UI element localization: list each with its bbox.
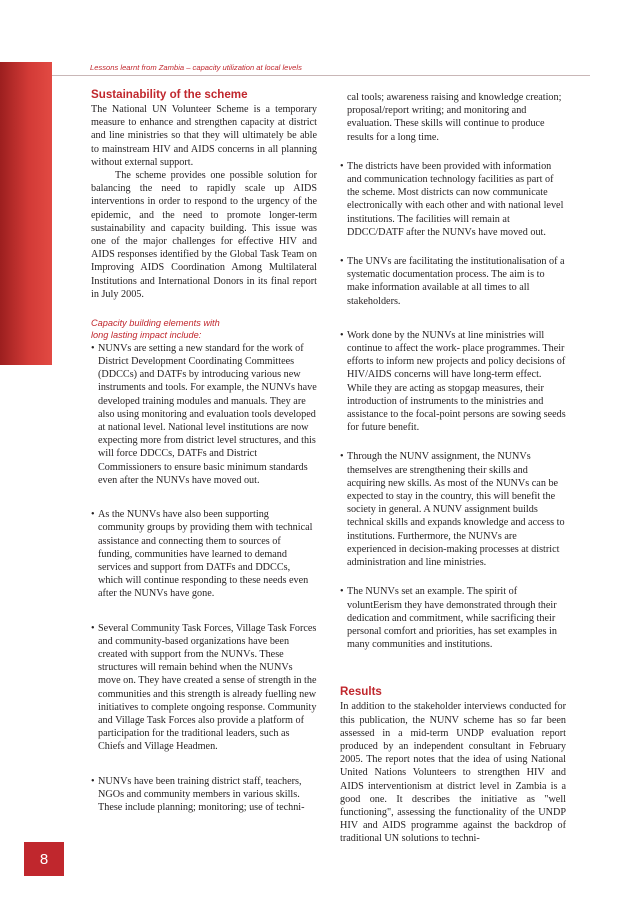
- paragraph: In addition to the stakeholder interviews conducted for this publication, the NUNV scheme has so far been assessed in a mid-term UNDP evaluation report produced by an independent consultant in February 2005. The report notes that the idea of using National United Nations Volunteers to strengthen HIV and AIDS interventionism at district level in Zambia is a good one. It describes the initiative as "well functioning", assessing the functionality of the UNDP HIV and AIDS programme against the backdrop of traditional UN solutions to techni-: [340, 701, 566, 845]
- bullet-marker: •: [91, 775, 95, 787]
- subheading-capacity-line1: Capacity building elements with: [91, 318, 220, 329]
- subheading-capacity-line2: long lasting impact include:: [91, 330, 202, 341]
- bullet-marker: •: [340, 451, 344, 463]
- list-item-text: NUNVs are setting a new standard for the work of District Development Coordinating Committees (DDCCs) and DATFs by introducing various new instruments and tools. For example, the NUNVs have developed training modules and manuals. They are also using monitoring and evaluation tools developed at national level. National level institutions are now expecting more from district level structures, and this will force DDCCs, DATFs and District Commissioners to ensure basic minimum standards even after the NUNVs have moved out.: [98, 342, 317, 486]
- list-item: [340, 585, 566, 651]
- list-item: [340, 450, 566, 569]
- running-header: Lessons learnt from Zambia – capacity utilization at local levels: [90, 63, 302, 72]
- paragraph: The National UN Volunteer Scheme is a temporary measure to enhance and strengthen capacity at district and line ministries so that they will ultimately be able to mainstream HIV and AIDS concerns in all planning without external support.: [91, 104, 317, 168]
- bullet-marker: •: [340, 329, 344, 341]
- list-item-text: The districts have been provided with information and communication technology facilities as part of the scheme. Most districts can now communicate electronically with each other and with national level institutions. The facilities will remain at DDCC/DATF after the NUNVs have moved out.: [347, 160, 564, 238]
- list-item-text: NUNVs have been training district staff, teachers, NGOs and community members in various skills. These include planning; monitoring; use of techni-: [98, 775, 305, 813]
- page-number-badge: 8: [24, 842, 64, 876]
- list-item: [91, 342, 317, 487]
- red-margin-bar: [0, 62, 52, 365]
- right-column: [340, 91, 566, 846]
- left-column: [91, 88, 317, 814]
- bullet-marker: •: [91, 342, 95, 354]
- list-item: [91, 508, 317, 600]
- paragraph: The scheme provides one possible solution for balancing the need to rapidly scale up AIDS interventions in order to respond to the urgency of the epidemic, and the need to promote longer-term sustainability and capacity building. This issue was one of the major challenges for effective HIV and AIDS responses identified by the Global Task Team on Improving AIDS Coordination Among Multilateral Institutions and International Donors in its final report in July 2005.: [91, 170, 317, 300]
- section-heading-sustainability: Sustainability of the scheme: [91, 88, 248, 101]
- bullet-marker: •: [91, 509, 95, 521]
- list-item-text: The UNVs are facilitating the institutionalisation of a systematic documentation process. The aim is to make information available at all times to all stakeholders.: [347, 256, 565, 307]
- bullet-marker: •: [340, 160, 344, 172]
- list-item: [91, 775, 317, 815]
- list-item: [91, 622, 317, 754]
- bullet-marker: •: [340, 586, 344, 598]
- list-item-text: As the NUNVs have also been supporting community groups by providing them with technical assistance and connecting them to sources of funding, communities have learned to demand services and support from DATFs and DDCCs, which will continue responding to these needs even after the NUNVs have gone.: [98, 509, 313, 600]
- list-item-text: Work done by the NUNVs at line ministries will continue to affect the work- place programmes. Their efforts to inform new projects and policy decisions of HIV/AIDS concerns will have long-term effect. While they are acting as stopgap measures, their introduction of instruments to the ministries and assistance to the focal-point persons are sowing seeds for future benefit.: [347, 329, 566, 434]
- list-item-text: The NUNVs set an example. The spirit of voluntEerism they have demonstrated through their dedication and commitment, while sacrificing their personal comfort and priorities, has set examples in many communities and institutions.: [347, 586, 557, 651]
- list-item: [340, 160, 566, 239]
- section-heading-results: Results: [340, 685, 382, 699]
- list-item: [340, 255, 566, 308]
- list-item-text: Through the NUNV assignment, the NUNVs themselves are strengthening their skills and acquiring new skills. As most of the NUNVs can be expected to stay in the country, this will benefit the society in general. A NUNV assignment builds technical skills and expands knowledge and access to institutions. Furthermore, the NUNVs are experienced in decision-making processes at district administration and line ministries.: [347, 451, 565, 569]
- bullet-marker: •: [340, 256, 344, 268]
- bullet-marker: •: [91, 622, 95, 634]
- list-item-text: Several Community Task Forces, Village Task Forces and community-based organizations have been created with support from the NUNVs. These structures will remain behind when the NUNVs move on. They have created a sense of strength in the communities and this strength is already fuelling new initiatives to complete ongoing response. Community and Village Task Forces also provide a platform of participation for the traditional leaders, such as Chiefs and Village Headmen.: [98, 622, 317, 753]
- list-item: [340, 329, 566, 435]
- paragraph-continuation: cal tools; awareness raising and knowledge creation; proposal/report writing; and monitoring and evaluation. These skills will continue to produce results for a long time.: [347, 92, 562, 143]
- header-divider: [52, 75, 590, 76]
